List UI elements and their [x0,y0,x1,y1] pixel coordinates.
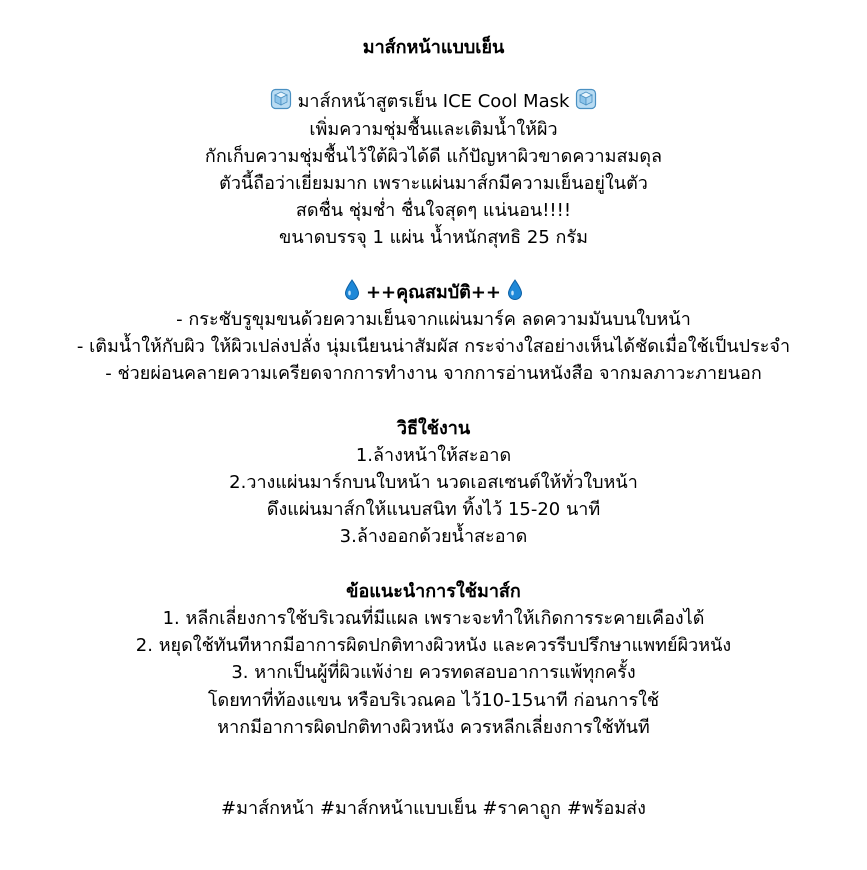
intro-headline: มาส์กหน้าสูตรเย็น ICE Cool Mask [297,91,570,113]
spacer [0,252,867,279]
usage-heading: วิธีใช้งาน [396,417,471,439]
advice-heading: ข้อแนะนำการใช้มาส์ก [346,580,521,602]
intro-line: ตัวนี้ถือว่าเยี่ยมมาก เพราะแผ่นมาส์กมีความเย็นอยู่ในตัว [219,172,648,194]
page-title: มาส์กหน้าแบบเย็น [362,37,505,58]
product-description [0,34,867,822]
spacer [0,387,867,414]
advice-item: 1. หลีกเลี่ยงการใช้บริเวณที่มีแผล เพราะจะทำให้เกิดการระคายเคืองได้ [162,607,705,629]
usage-step: ดึงแผ่นมาส์กให้แนบสนิท ทิ้งไว้ 15-20 นาที [266,499,601,521]
usage-step: 1.ล้างหน้าให้สะอาด [355,444,512,466]
property-item: - ช่วยผ่อนคลายความเครียดจากการทำงาน จากการอ่านหนังสือ จากมลภาวะภายนอก [105,363,762,385]
advice-item: 3. หากเป็นผู้ที่ผิวแพ้ง่าย ควรทดสอบอาการแพ้ทุกครั้ง [231,662,636,684]
property-item: - กระชับรูขุมขนด้วยความเย็นจากแผ่นมาร์ค ลดความมันบนใบหน้า [176,308,691,330]
properties-heading-line [0,279,867,306]
usage-step: 3.ล้างออกด้วยน้ำสะอาด [339,526,528,548]
advice-item: หากมีอาการผิดปกติทางผิวหนัง ควรหลีกเลี่ยงการใช้ทันที [217,716,650,738]
water-droplet-icon [344,279,360,301]
intro-headline-line [0,88,867,115]
advice-item: โดยทาที่ท้องแขน หรือบริเวณคอ ไว้10-15นาที ก่อนการใช้ [207,689,660,711]
property-item: - เติมน้ำให้กับผิว ให้ผิวเปล่งปลั่ง นุ่มเนียนน่าสัมผัส กระจ่างใสอย่างเห็นได้ชัดเมื่อใช้เป็นประจำ [76,336,791,358]
spacer [0,61,867,88]
ice-cube-icon [270,88,292,110]
hashtags: #มาส์กหน้า #มาส์กหน้าแบบเย็น #ราคาถูก #พร้อมส่ง [221,798,646,820]
intro-line: ขนาดบรรจุ 1 แผ่น น้ำหนักสุทธิ 25 กรัม [279,227,588,249]
intro-line: สดชื่น ชุ่มช่ำ ชื่นใจสุดๆ แน่นอน!!!! [295,200,572,222]
intro-line: เพิ่มความชุ่มชื้นและเติมน้ำให้ผิว [309,118,558,140]
spacer [0,741,867,795]
ice-cube-icon [575,88,597,110]
properties-heading: ++คุณสมบัติ++ [365,281,502,303]
spacer [0,551,867,578]
advice-item: 2. หยุดใช้ทันทีหากมีอาการผิดปกติทางผิวหนัง และควรรีบปรึกษาแพทย์ผิวหนัง [135,635,732,657]
water-droplet-icon [507,279,523,301]
usage-step: 2.วางแผ่นมาร์กบนใบหน้า นวดเอสเซนต์ให้ทั่วใบหน้า [229,472,638,493]
intro-line: กักเก็บความชุ่มชื้นไว้ใต้ผิวได้ดี แก้ปัญหาผิวขาดความสมดุล [204,145,663,167]
